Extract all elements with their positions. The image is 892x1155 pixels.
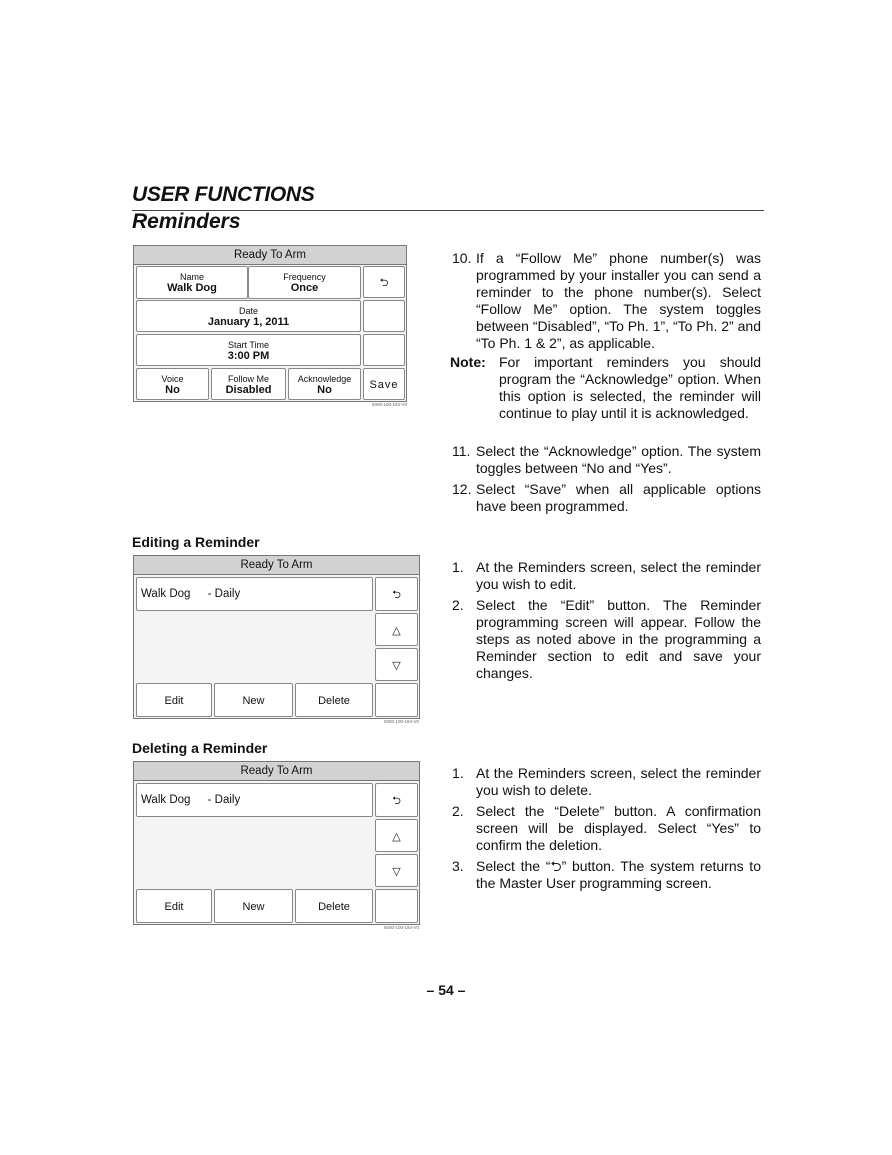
figure-code: 5000-100-184-V0	[384, 719, 420, 724]
edit-label: Edit	[164, 695, 184, 707]
start-time-caption: Start Time	[227, 340, 269, 350]
step-text: If a “Follow Me” phone number(s) was programmed by your installer you can send a reminder to the phone number(s). Select “Follow Me” option. The system toggles between “Disabled”, “To Ph. 1”, “To Ph. 2” and “To Ph. 1 & 2”, as applicable.	[476, 250, 761, 351]
blank-button[interactable]	[375, 683, 418, 717]
name-value: Walk Dog	[167, 282, 217, 294]
step-number: 11.	[452, 443, 471, 459]
triangle-up-icon: △	[392, 625, 401, 637]
acknowledge-field[interactable]	[288, 368, 361, 400]
voice-caption: Voice	[161, 374, 184, 384]
new-label: New	[242, 901, 265, 913]
date-value: January 1, 2011	[207, 316, 290, 328]
reminder-name: Walk Dog	[141, 794, 191, 806]
acknowledge-caption: Acknowledge	[297, 374, 352, 384]
status-bar: Ready To Arm	[134, 762, 419, 781]
voice-field[interactable]	[136, 368, 209, 400]
note-text: For important reminders you should program the “Acknowledge” option. When this option is selected, the reminder will continue to play until it is acknowledged.	[499, 354, 761, 421]
delete-label: Delete	[318, 695, 350, 707]
back-icon: ⮌	[392, 795, 401, 807]
status-bar: Ready To Arm	[134, 246, 406, 265]
follow-me-field[interactable]	[211, 368, 286, 400]
step-number: 2.	[452, 597, 464, 613]
step-text: Select the “⮌” button. The system returns to the Master User programming screen.	[476, 858, 761, 891]
save-button[interactable]	[363, 368, 405, 400]
back-button[interactable]	[375, 577, 418, 611]
edit-button[interactable]	[136, 889, 212, 923]
date-caption: Date	[238, 306, 258, 316]
name-caption: Name	[179, 272, 204, 282]
edit-label: Edit	[164, 901, 184, 913]
reminder-list-item[interactable]	[136, 577, 373, 611]
note-label: Note:	[450, 354, 486, 370]
step-number: 2.	[452, 803, 464, 819]
follow-me-value: Disabled	[225, 384, 272, 396]
back-icon: ⮌	[379, 277, 389, 289]
save-label: Save	[369, 379, 399, 391]
follow-me-caption: Follow Me	[227, 374, 269, 384]
scroll-down-button[interactable]	[375, 648, 418, 681]
step-text: Select the “Delete” button. A confirmation screen will be displayed. Select “Yes” to confirm the deletion.	[476, 803, 761, 853]
reminder-frequency: - Daily	[207, 794, 241, 806]
page-number: – 54 –	[426, 982, 466, 998]
step-number: 3.	[452, 858, 464, 874]
date-field[interactable]	[136, 300, 361, 332]
reminders-list-screen-edit	[133, 555, 420, 719]
step-number: 10.	[452, 250, 472, 266]
scroll-up-button[interactable]	[375, 819, 418, 852]
blank-button-1[interactable]	[363, 300, 405, 332]
status-bar: Ready To Arm	[134, 556, 419, 575]
scroll-down-button[interactable]	[375, 854, 418, 887]
new-button[interactable]	[214, 889, 293, 923]
acknowledge-value: No	[317, 384, 332, 396]
back-button[interactable]	[363, 266, 405, 298]
reminder-frequency: - Daily	[207, 588, 241, 600]
step-text: At the Reminders screen, select the reminder you wish to delete.	[476, 765, 761, 798]
step-text: At the Reminders screen, select the reminder you wish to edit.	[476, 559, 761, 592]
voice-value: No	[165, 384, 180, 396]
subsection-title: Reminders	[132, 210, 241, 233]
start-time-value: 3:00 PM	[227, 350, 270, 362]
new-button[interactable]	[214, 683, 293, 717]
delete-button[interactable]	[295, 889, 373, 923]
triangle-down-icon: ▽	[392, 866, 401, 878]
back-icon: ⮌	[392, 589, 401, 601]
step-number: 1.	[452, 559, 464, 575]
new-label: New	[242, 695, 265, 707]
figure-code: 5000-100-183-V0	[372, 402, 408, 407]
section-title: USER FUNCTIONS	[132, 183, 315, 206]
frequency-value: Once	[290, 282, 319, 294]
back-button[interactable]	[375, 783, 418, 817]
reminder-name: Walk Dog	[141, 588, 191, 600]
blank-button-2[interactable]	[363, 334, 405, 366]
scroll-up-button[interactable]	[375, 613, 418, 646]
reminders-list-screen-delete	[133, 761, 420, 925]
reminder-list-item[interactable]	[136, 783, 373, 817]
frequency-caption: Frequency	[283, 272, 326, 282]
name-field[interactable]	[136, 266, 248, 299]
figure-code: 5000-100-184-V0	[384, 925, 420, 930]
step-number: 12.	[452, 481, 472, 497]
triangle-down-icon: ▽	[392, 660, 401, 672]
blank-button[interactable]	[375, 889, 418, 923]
edit-button[interactable]	[136, 683, 212, 717]
deleting-heading: Deleting a Reminder	[132, 740, 268, 756]
reminder-programming-screen	[133, 245, 407, 402]
frequency-field[interactable]	[248, 266, 361, 299]
step-text: Select “Save” when all applicable options have been programmed.	[476, 481, 761, 514]
delete-label: Delete	[318, 901, 350, 913]
step-text: Select the “Edit” button. The Reminder programming screen will appear. Follow the steps as noted above in the programming a Reminder section to edit and save your changes.	[476, 597, 761, 681]
step-number: 1.	[452, 765, 464, 781]
editing-heading: Editing a Reminder	[132, 534, 260, 550]
delete-button[interactable]	[295, 683, 373, 717]
start-time-field[interactable]	[136, 334, 361, 366]
triangle-up-icon: △	[392, 831, 401, 843]
step-text: Select the “Acknowledge” option. The system toggles between “No and “Yes”.	[476, 443, 761, 476]
